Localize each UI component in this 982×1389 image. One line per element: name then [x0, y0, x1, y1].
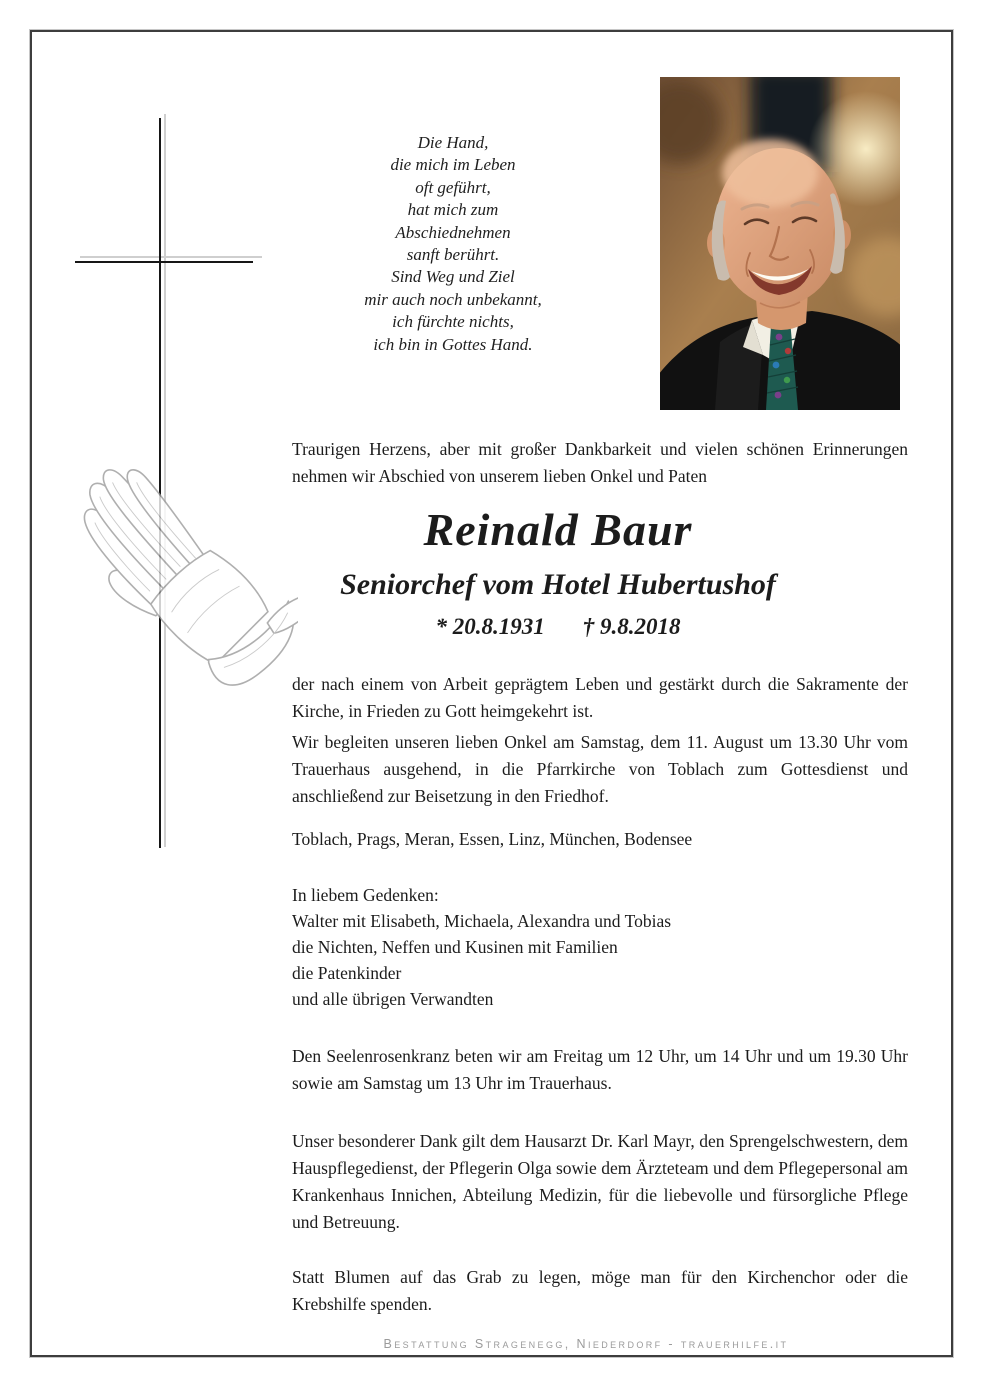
deceased-heading	[240, 504, 876, 642]
memorial-poem	[288, 132, 618, 356]
poem-line: oft geführt,	[415, 177, 491, 197]
poem-line: mir auch noch unbekannt,	[364, 289, 542, 309]
mourner-line: die Patenkinder	[292, 963, 402, 983]
poem-line: die mich im Leben	[390, 155, 516, 175]
poem-line: ich fürchte nichts,	[392, 312, 514, 332]
poem-line: Sind Weg und Ziel	[391, 267, 515, 287]
mourner-line: und alle übrigen Verwandten	[292, 989, 494, 1009]
mourner-line: Walter mit Elisabeth, Michaela, Alexandra und Tobias	[292, 911, 672, 931]
portrait-photo	[660, 77, 900, 410]
mourner-line: die Nichten, Neffen und Kusinen mit Familien	[292, 937, 618, 957]
poem-line: Die Hand,	[417, 133, 489, 152]
obituary-paragraph: der nach einem von Arbeit geprägtem Leben und gestärkt durch die Sakramente der Kirche, in Frieden zu Gott heimgekehrt ist.	[292, 674, 908, 721]
cross-horizontal-line	[75, 261, 253, 263]
poem-line: hat mich zum	[407, 200, 499, 220]
mourners-block	[292, 882, 908, 1012]
poem-line: sanft berührt.	[406, 245, 500, 265]
poem-line: ich bin in Gottes Hand.	[373, 334, 533, 354]
places-line: Toblach, Prags, Meran, Essen, Linz, München, Bodensee	[292, 829, 693, 849]
death-date: † 9.8.2018	[582, 614, 681, 639]
thanks-paragraph: Unser besonderer Dank gilt dem Hausarzt Dr. Karl Mayr, den Sprengelschwestern, dem Hauspflegedienst, der Pflegerin Olga sowie dem Ärzteteam und dem Pflegepersonal am Krankenhaus Innichen, Abteilung Medizin, für die liebevolle und fürsorgliche Pflege und Betreuung.	[292, 1131, 908, 1232]
intro-paragraph: Traurigen Herzens, aber mit großer Dankbarkeit und vielen schönen Erinnerungen nehmen wir Abschied von unserem lieben Onkel und Paten	[292, 439, 908, 486]
deceased-name: Reinald Baur	[423, 504, 693, 555]
rosary-paragraph: Den Seelenrosenkranz beten wir am Freitag um 12 Uhr, um 14 Uhr und um 19.30 Uhr sowie am Samstag um 13 Uhr im Trauerhaus.	[292, 1046, 908, 1093]
funeral-paragraph: Wir begleiten unseren lieben Onkel am Samstag, dem 11. August um 13.30 Uhr vom Trauerhaus ausgehend, in die Pfarrkirche von Toblach zum Gottesdienst und anschließend zur Beisetzung in den Friedhof.	[292, 732, 908, 806]
life-dates	[240, 612, 876, 642]
donation-paragraph: Statt Blumen auf das Grab zu legen, möge man für den Kirchenchor oder die Krebshilfe spenden.	[292, 1267, 908, 1314]
birth-date: * 20.8.1931	[435, 614, 545, 639]
poem-line: Abschiednehmen	[395, 222, 511, 242]
cross-horizontal-shadow	[80, 256, 262, 258]
mourners-heading: In liebem Gedenken:	[292, 885, 439, 905]
deceased-title: Seniorchef vom Hotel Hubertushof	[340, 568, 776, 601]
funeral-home-footer: Bestattung Stragenegg, Niederdorf - trauerhilfe.it	[383, 1337, 789, 1351]
